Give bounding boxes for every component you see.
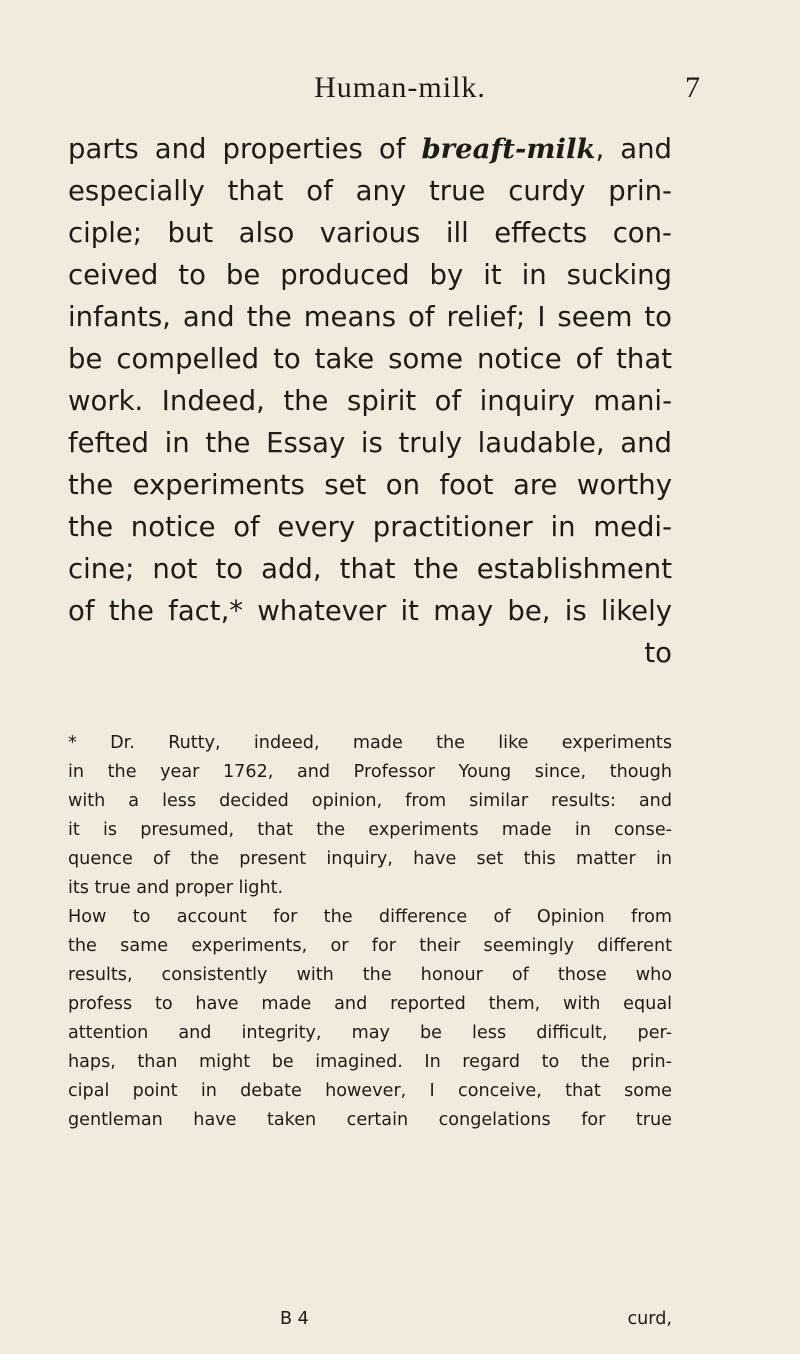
- body-line: ciple; but also various ill effects con-: [68, 217, 672, 249]
- body-line: the experiments set on foot are worthy: [68, 469, 672, 501]
- footnote-line: gentleman have taken certain congelations for true: [68, 1110, 672, 1130]
- footnote-line: * Dr. Rutty, indeed, made the like experiments: [68, 733, 672, 753]
- body-line: cine; not to add, that the establishment: [68, 553, 672, 585]
- body-line: the notice of every practitioner in medi-: [68, 511, 672, 543]
- footnote-line: in the year 1762, and Professor Young since, though: [68, 762, 672, 782]
- body-text: [68, 128, 672, 674]
- body-line: fefted in the Essay is truly laudable, and: [68, 427, 672, 459]
- body-line: infants, and the means of relief; I seem to: [68, 301, 672, 333]
- footnote-line: haps, than might be imagined. In regard to the prin-: [68, 1052, 672, 1072]
- running-head: [100, 66, 700, 110]
- body-line: of the fact,* whatever it may be, is likely: [68, 595, 672, 627]
- footnote-line: profess to have made and reported them, with equal: [68, 994, 672, 1014]
- footnote-line: with a less decided opinion, from similar results: and: [68, 791, 672, 811]
- footnote-line: results, consistently with the honour of those who: [68, 965, 672, 985]
- body-line: parts and properties of breaft-milk, and: [68, 133, 672, 165]
- footnote-line: its true and proper light.: [68, 878, 284, 898]
- page-number: 7: [685, 71, 700, 104]
- footnote-line: cipal point in debate however, I conceive, that some: [68, 1081, 672, 1101]
- body-line: especially that of any true curdy prin-: [68, 175, 672, 207]
- body-line: ceived to be produced by it in sucking: [68, 259, 672, 291]
- footnote-line: attention and integrity, may be less difficult, per-: [68, 1023, 672, 1043]
- running-title: Human-milk.: [314, 71, 486, 104]
- signature-row: [68, 1305, 672, 1334]
- footnote: [68, 729, 672, 1135]
- body-line-catch: to: [644, 637, 672, 669]
- body-line: be compelled to take some notice of that: [68, 343, 672, 375]
- footnote-line: How to account for the difference of Opinion from: [68, 907, 672, 927]
- catchword: curd,: [627, 1309, 672, 1329]
- signature-mark: B 4: [280, 1309, 309, 1329]
- body-line: work. Indeed, the spirit of inquiry mani-: [68, 385, 672, 417]
- footnote-line: the same experiments, or for their seemingly different: [68, 936, 672, 956]
- italic-term: breaft-milk: [421, 133, 596, 165]
- footnote-line: quence of the present inquiry, have set this matter in: [68, 849, 672, 869]
- footnote-line: it is presumed, that the experiments made in conse-: [68, 820, 672, 840]
